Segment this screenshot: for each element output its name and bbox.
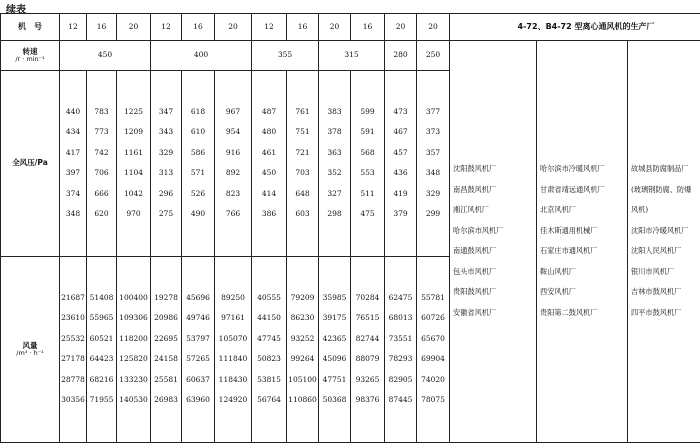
airflow-cell: 79209 86230 93252 99264 105100 110860 [287, 256, 319, 442]
machine-number: 12 [151, 14, 182, 41]
manufacturer-col1-a: 沈阳鼓风机厂 南昌鼓风机厂 湘江风机厂 哈尔滨市风机厂 南通鼓风机厂 包头市风机厂 贵阳鼓风机厂 安徽省风机厂 [450, 40, 537, 442]
pressure-cell: 377 373 357 348 329 299 [417, 70, 450, 256]
pressure-cell: 440 434 417 397 374 348 [60, 70, 87, 256]
table-caption: 续表 [6, 5, 26, 16]
pressure-cell: 618 610 586 571 526 490 [182, 70, 215, 256]
airflow-cell: 45696 49746 53797 57265 60637 63960 [182, 256, 215, 442]
speed-value: 315 [319, 40, 385, 70]
pressure-cell: 967 954 916 892 823 766 [215, 70, 252, 256]
row-machine-number [1, 14, 700, 41]
airflow-cell: 51408 55965 60521 64423 68216 71955 [87, 256, 117, 442]
speed-value: 355 [252, 40, 319, 70]
pressure-cell: 1225 1209 1161 1104 1042 970 [117, 70, 151, 256]
speed-value: 280 [385, 40, 417, 70]
machine-number: 16 [287, 14, 319, 41]
speed-value: 400 [151, 40, 252, 70]
speed-value: 450 [60, 40, 151, 70]
pressure-cell: 599 591 568 553 511 475 [351, 70, 385, 256]
airflow-cell: 70284 76515 82744 88079 93265 98376 [351, 256, 385, 442]
fan-spec-table [0, 13, 700, 443]
pressure-cell: 783 773 742 706 666 620 [87, 70, 117, 256]
manufacturers-title: 4-72、B4-72 型离心通风机的生产厂 [450, 14, 700, 41]
machine-number-label: 机 号 [1, 14, 60, 41]
pressure-cell: 473 467 457 436 419 379 [385, 70, 417, 256]
machine-number: 16 [87, 14, 117, 41]
speed-value: 250 [417, 40, 450, 70]
airflow-cell: 35985 39175 42365 45096 47751 50368 [319, 256, 351, 442]
airflow-cell: 62475 68013 73551 78293 82905 87445 [385, 256, 417, 442]
airflow-cell: 89250 97161 105070 111840 118430 124920 [215, 256, 252, 442]
pressure-cell: 347 343 329 313 296 275 [151, 70, 182, 256]
machine-number: 12 [252, 14, 287, 41]
row-speed [1, 40, 700, 70]
machine-number: 20 [417, 14, 450, 41]
machine-number: 20 [385, 14, 417, 41]
pressure-cell: 487 480 461 450 414 386 [252, 70, 287, 256]
manufacturer-col3-a: 故城县防腐制品厂 (玻璃钢防腐、防爆 风机) 沈阳市冷暖风机厂 沈阳人民风机厂 银川市风机厂 吉林市鼓风机厂 四平市鼓风机厂 [628, 40, 700, 442]
machine-number: 20 [117, 14, 151, 41]
airflow-cell: 55781 60726 65670 69904 74020 78075 [417, 256, 450, 442]
manufacturer-col2-a: 哈尔滨市冷暖风机厂 甘肃省靖远通风机厂 北京风机厂 佳木斯通用机械厂 石家庄市通风机厂 鞍山风机厂 西安风机厂 贵阳第二鼓风机厂 [537, 40, 628, 442]
pressure-cell: 761 751 721 703 648 603 [287, 70, 319, 256]
airflow-cell: 21687 23610 25532 27178 28778 30356 [60, 256, 87, 442]
machine-number: 20 [319, 14, 351, 41]
machine-number: 16 [351, 14, 385, 41]
pressure-label: 全风压/Pa [1, 70, 60, 256]
airflow-cell: 40555 44150 47745 50823 53815 56764 [252, 256, 287, 442]
machine-number: 16 [182, 14, 215, 41]
airflow-cell: 19278 20986 22695 24158 25581 26983 [151, 256, 182, 442]
speed-label: 转速 /r · min⁻¹ [1, 40, 60, 70]
airflow-cell: 100400 109306 118200 125820 133230 140530 [117, 256, 151, 442]
airflow-label: 风量 /m³ · h⁻¹ [1, 256, 60, 442]
pressure-cell: 383 378 363 352 327 298 [319, 70, 351, 256]
machine-number: 12 [60, 14, 87, 41]
machine-number: 20 [215, 14, 252, 41]
